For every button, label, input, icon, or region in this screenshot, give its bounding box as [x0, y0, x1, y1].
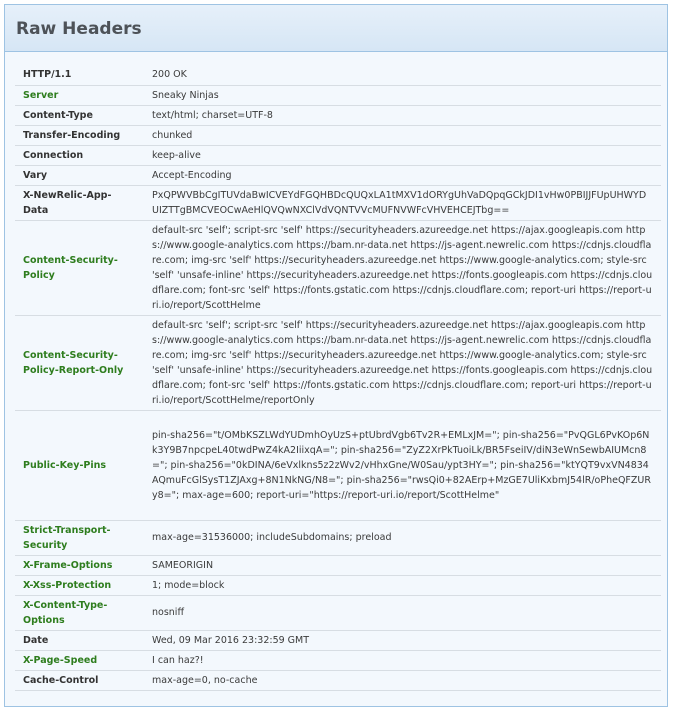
header-value: nosniff [144, 595, 661, 630]
header-row [15, 145, 661, 165]
header-row [15, 105, 661, 125]
panel-header [5, 5, 667, 52]
header-value: default-src 'self'; script-src 'self' https://securityheaders.azureedge.net https://ajax.googleapis.com https://www.google-analytics.com https://bam.nr-data.net https://js-agent.newrelic.com https://cdnjs.cloudflare.com; img-src 'self' https://securityheaders.azureedge.net https://www.google-analytics.com; style-src 'self' 'unsafe-inline' https://securityheaders.azureedge.net https://fonts.googleapis.com https://cdnjs.cloudflare.com; font-src 'self' https://fonts.gstatic.com https://cdnjs.cloudflare.com; report-uri https://report-uri.io/report/ScottHelme/reportOnly [144, 315, 661, 410]
header-row [15, 630, 661, 650]
header-key: Public-Key-Pins [15, 410, 144, 520]
header-value: chunked [144, 125, 661, 145]
header-value: Sneaky Ninjas [144, 85, 661, 105]
header-key: X-Xss-Protection [15, 575, 144, 595]
header-value: pin-sha256="t/OMbKSZLWdYUDmhOyUzS+ptUbrdVgb6Tv2R+EMLxJM="; pin-sha256="PvQGL6PvKOp6Nk3Y9B7npcpeL40twdPwZ4kA2IiixqA="; pin-sha256="ZyZ2XrPkTuoiLk/BR5FseiIV/diN3eWnSewbAIUMcn8="; pin-sha256="0kDINA/6eVxlkns5z2zWv2/vHhxGne/W0Sau/ypt3HY="; pin-sha256="ktYQT9vxVN4834AQmuFcGlSysT1ZJAxg+8N1NkNG/N8="; pin-sha256="rwsQi0+82AErp+MzGE7UliKxbmJ54lR/oPheQFZURy8="; max-age=600; report-uri="https://report-uri.io/report/ScottHelme" [144, 410, 661, 520]
header-row [15, 575, 661, 595]
header-row [15, 650, 661, 670]
header-value: max-age=31536000; includeSubdomains; preload [144, 520, 661, 555]
header-key: Content-Security-Policy [15, 220, 144, 315]
header-key: X-Frame-Options [15, 555, 144, 575]
header-row [15, 185, 661, 220]
header-key: Transfer-Encoding [15, 125, 144, 145]
header-key: X-Content-Type-Options [15, 595, 144, 630]
header-row [15, 125, 661, 145]
header-key: Content-Type [15, 105, 144, 125]
header-value: Wed, 09 Mar 2016 23:32:59 GMT [144, 630, 661, 650]
header-key: Content-Security-Policy-Report-Only [15, 315, 144, 410]
header-row [15, 65, 661, 85]
header-row [15, 220, 661, 315]
header-row [15, 595, 661, 630]
header-value: text/html; charset=UTF-8 [144, 105, 661, 125]
header-row [15, 165, 661, 185]
header-key: X-NewRelic-App-Data [15, 185, 144, 220]
headers-table [15, 65, 661, 691]
header-key: Vary [15, 165, 144, 185]
header-value: I can haz?! [144, 650, 661, 670]
header-value: max-age=0, no-cache [144, 670, 661, 690]
header-key: Cache-Control [15, 670, 144, 690]
header-value: 1; mode=block [144, 575, 661, 595]
header-row [15, 520, 661, 555]
header-value: Accept-Encoding [144, 165, 661, 185]
header-key: HTTP/1.1 [15, 65, 144, 85]
header-key: Strict-Transport-Security [15, 520, 144, 555]
header-value: 200 OK [144, 65, 661, 85]
header-value: PxQPWVBbCgITUVdaBwICVEYdFGQHBDcQUQxLA1tMXV1dORYgUhVaDQpqGCkJDI1vHw0PBIJJFUpUHWYDUIZTTgBMCVEOCwAeHlQVQwNXClVdVQNTVVcMUFNVWFcVHVEHCEJTbg== [144, 185, 661, 220]
raw-headers-panel [4, 4, 668, 707]
header-value: default-src 'self'; script-src 'self' https://securityheaders.azureedge.net https://ajax.googleapis.com https://www.google-analytics.com https://bam.nr-data.net https://js-agent.newrelic.com https://cdnjs.cloudflare.com; img-src 'self' https://securityheaders.azureedge.net https://www.google-analytics.com; style-src 'self' 'unsafe-inline' https://securityheaders.azureedge.net https://fonts.googleapis.com https://cdnjs.cloudflare.com; font-src 'self' https://fonts.gstatic.com https://cdnjs.cloudflare.com; report-uri https://report-uri.io/report/ScottHelme [144, 220, 661, 315]
header-row [15, 410, 661, 520]
header-key: X-Page-Speed [15, 650, 144, 670]
panel-title: Raw Headers [16, 19, 142, 39]
header-row [15, 555, 661, 575]
header-row [15, 85, 661, 105]
header-row [15, 315, 661, 410]
header-value: SAMEORIGIN [144, 555, 661, 575]
header-key: Server [15, 85, 144, 105]
header-key: Connection [15, 145, 144, 165]
header-row [15, 670, 661, 690]
header-key: Date [15, 630, 144, 650]
header-value: keep-alive [144, 145, 661, 165]
